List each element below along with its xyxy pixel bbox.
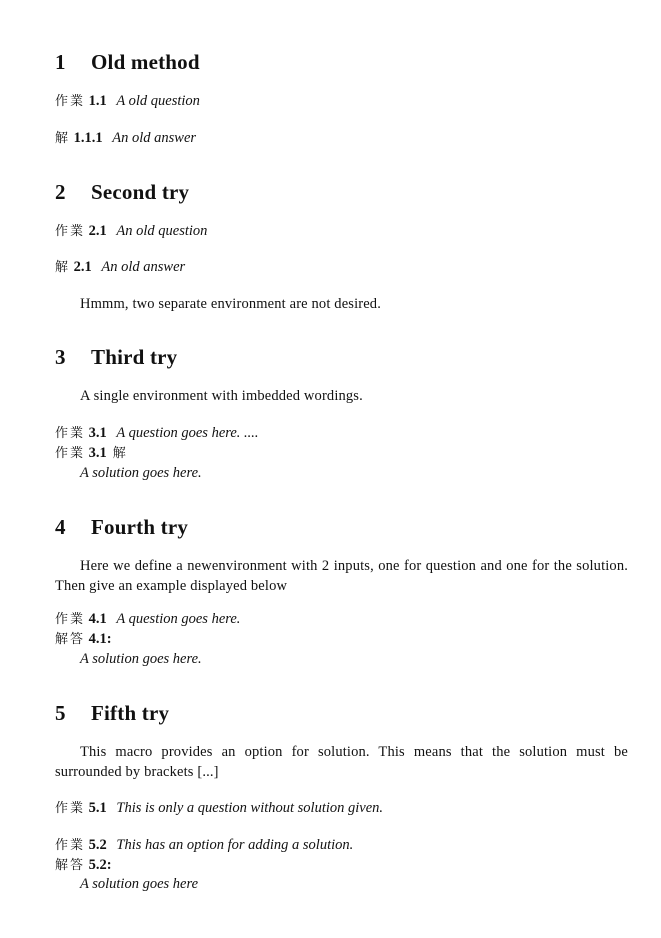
paragraph-section-4: Here we define a newenvironment with 2 inputs, one for question and one for the solution. Then give an example displayed below [55, 558, 628, 594]
paragraph-section-5: This macro provides an option for solution. This means that the solution must be surrounded by brackets [...] [55, 744, 628, 780]
homework-3-1: 作業 3.1 A question goes here. .... [55, 425, 259, 441]
paragraph-section-2: Hmmm, two separate environment are not desired. [80, 296, 381, 312]
homework-5-2: 作業 5.2 This has an option for adding a solution. [55, 837, 354, 853]
section-heading-4: 4 Fourth try [55, 515, 189, 539]
homework-1-1: 作業 1.1 A old question [55, 93, 200, 109]
solution-4-1-text: A solution goes here. [80, 651, 202, 667]
section-heading-1: 1 Old method [55, 50, 200, 74]
paragraph-section-3: A single environment with imbedded wordings. [80, 388, 363, 404]
solution-3-1-text: A solution goes here. [80, 465, 202, 481]
solution-5-2-text: A solution goes here [80, 876, 199, 892]
solution-2-1: 解 2.1 An old answer [55, 259, 186, 275]
answer-5-2-label: 解答 5.2: [55, 857, 112, 873]
section-heading-5: 5 Fifth try [55, 701, 170, 725]
homework-4-1: 作業 4.1 A question goes here. [55, 611, 241, 627]
section-heading-2: 2 Second try [55, 180, 190, 204]
answer-4-1-label: 解答 4.1: [55, 631, 112, 647]
homework-3-1-solution-label: 作業 3.1 解 [55, 445, 128, 461]
homework-2-1: 作業 2.1 An old question [55, 223, 208, 239]
solution-1-1-1: 解 1.1.1 An old answer [55, 130, 197, 146]
section-heading-3: 3 Third try [55, 345, 178, 369]
homework-5-1: 作業 5.1 This is only a question without solution given. [55, 800, 384, 816]
